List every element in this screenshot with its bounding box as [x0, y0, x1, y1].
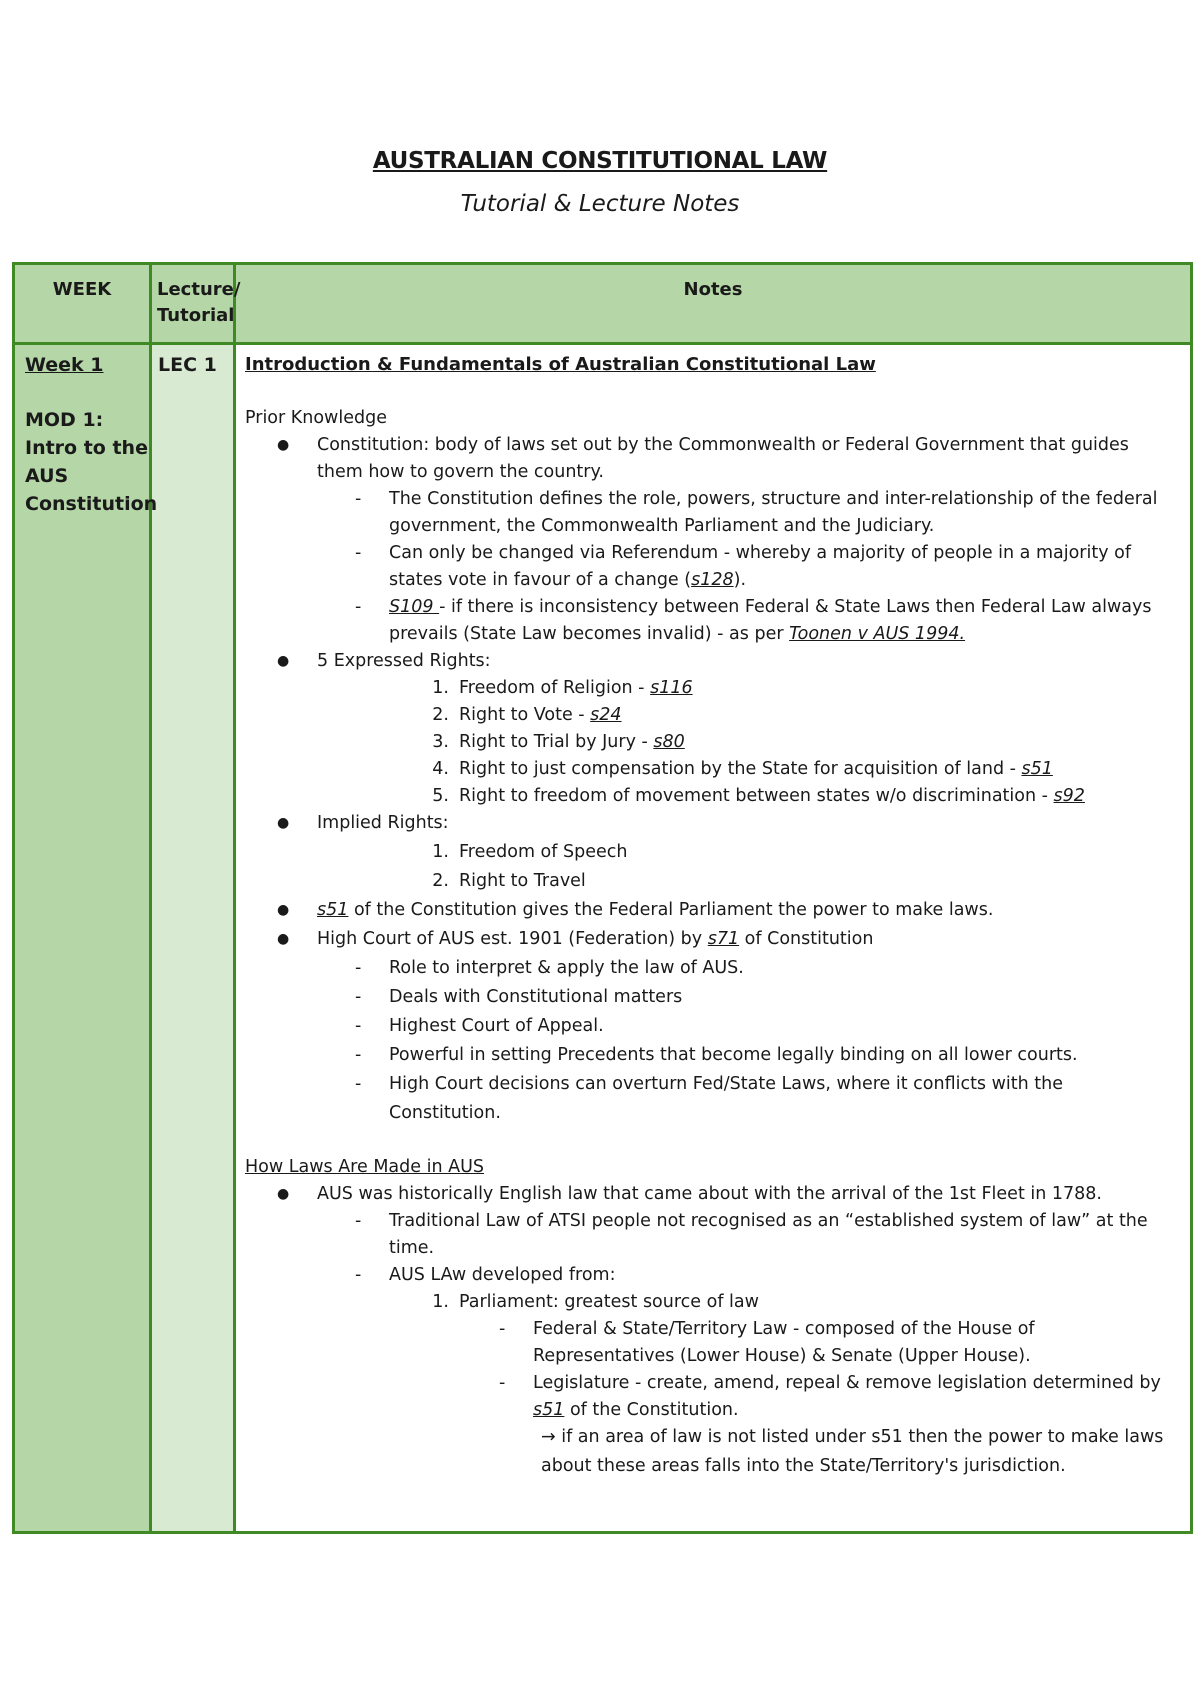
section-heading-text: Introduction & Fundamentals of Australian Constitutional Law: [245, 354, 876, 375]
section-reference: s51: [1021, 759, 1053, 779]
bullet-icon: ●: [277, 902, 290, 918]
section-reference: S109: [389, 597, 440, 617]
module-line: Constitution: [25, 493, 158, 515]
list-item-continued: prevails (State Law becomes invalid) - as per Toonen v AUS 1994.: [389, 624, 966, 644]
dash-icon: -: [355, 1074, 362, 1094]
list-item: - Role to interpret & apply the law of AUS.: [245, 955, 1190, 982]
section-reference: s24: [590, 705, 622, 725]
dash-icon: -: [355, 1211, 362, 1231]
list-item: ● High Court of AUS est. 1901 (Federation) by s71 of Constitution: [245, 926, 1190, 953]
section-reference: s116: [650, 678, 693, 698]
header-lecture-line2: Tutorial: [157, 305, 235, 326]
column-divider: [233, 265, 236, 1531]
numbered-item: 3. Right to Trial by Jury - s80: [432, 732, 685, 752]
dash-icon: -: [355, 597, 362, 617]
laws-title: How Laws Are Made in AUS: [245, 1157, 484, 1177]
dash-icon: -: [355, 1016, 362, 1036]
numbered-item: 1. Freedom of Religion - s116: [432, 678, 693, 698]
module-line: MOD 1:: [25, 409, 104, 431]
list-item: - Federal & State/Territory Law - composed of the House of: [245, 1316, 1190, 1343]
list-item-continued: Constitution.: [389, 1103, 501, 1123]
document-title: AUSTRALIAN CONSTITUTIONAL LAW: [372, 148, 828, 174]
section-reference: s128: [691, 570, 734, 590]
document-subtitle: Tutorial & Lecture Notes: [460, 191, 740, 217]
header-lecture-line1: Lecture/: [157, 279, 241, 300]
list-item: - S109 - if there is inconsistency between Federal & State Laws then Federal Law always: [245, 594, 1190, 621]
dash-icon: -: [355, 489, 362, 509]
section-heading: [245, 351, 1190, 378]
section-reference: s51: [533, 1400, 565, 1420]
prior-knowledge-title: Prior Knowledge: [245, 408, 387, 428]
list-item: - High Court decisions can overturn Fed/State Laws, where it conflicts with the: [245, 1071, 1190, 1098]
list-item: - Legislature - create, amend, repeal & remove legislation determined by: [245, 1370, 1190, 1397]
bullet-icon: ●: [277, 437, 290, 453]
bullet-icon: ●: [277, 1186, 290, 1202]
list-item-continued: s51 of the Constitution.: [533, 1400, 739, 1420]
arrow-note-continued: about these areas falls into the State/Territory's jurisdiction.: [541, 1456, 1066, 1476]
list-item: - Highest Court of Appeal.: [245, 1013, 1190, 1040]
section-reference: s71: [707, 929, 740, 949]
lecture-column: [152, 265, 236, 1531]
list-item: ● 5 Expressed Rights:: [245, 648, 1190, 675]
notes-table: [12, 262, 1193, 1534]
list-item: ● s51 of the Constitution gives the Federal Parliament the power to make laws.: [245, 897, 1190, 924]
list-item-continued: government, the Commonwealth Parliament and the Judiciary.: [389, 516, 935, 536]
numbered-item: 2. Right to Vote - s24: [432, 705, 622, 725]
arrow-note: → if an area of law is not listed under s51 then the power to make laws: [541, 1427, 1164, 1447]
session-label: LEC 1: [158, 354, 217, 376]
week-label: Week 1: [25, 354, 104, 376]
numbered-item: 4. Right to just compensation by the State for acquisition of land - s51: [432, 759, 1053, 779]
case-reference: Toonen v AUS 1994.: [789, 624, 966, 644]
header-lecture: [157, 277, 240, 329]
numbered-item: 1. Parliament: greatest source of law: [432, 1292, 759, 1312]
numbered-item: 2. Right to Travel: [432, 871, 586, 891]
numbered-item: 5. Right to freedom of movement between states w/o discrimination - s92: [432, 786, 1085, 806]
section-reference: s51: [317, 900, 349, 920]
dash-icon: -: [499, 1319, 506, 1339]
module-label: [25, 406, 157, 518]
list-item: - AUS LAw developed from:: [245, 1262, 1190, 1289]
module-line: AUS: [25, 465, 69, 487]
dash-icon: -: [355, 1265, 362, 1285]
list-item: - Can only be changed via Referendum - whereby a majority of people in a majority of: [245, 540, 1190, 567]
header-notes: Notes: [683, 279, 743, 300]
dash-icon: -: [355, 543, 362, 563]
dash-icon: -: [355, 1045, 362, 1065]
list-item: ● AUS was historically English law that came about with the arrival of the 1st Fleet in 1788.: [245, 1181, 1190, 1208]
header-week: WEEK: [52, 279, 112, 300]
list-item-continued: time.: [389, 1238, 435, 1258]
dash-icon: -: [355, 987, 362, 1007]
bullet-icon: ●: [277, 815, 290, 831]
list-item: - Traditional Law of ATSI people not recognised as an “established system of law” at the: [245, 1208, 1190, 1235]
list-item-continued: them how to govern the country.: [317, 462, 604, 482]
numbered-item: 1. Freedom of Speech: [432, 842, 628, 862]
bullet-icon: ●: [277, 653, 290, 669]
dash-icon: -: [355, 958, 362, 978]
list-item: ● Implied Rights:: [245, 810, 1190, 837]
list-item-continued: states vote in favour of a change (s128).: [389, 570, 747, 590]
list-item-continued: Representatives (Lower House) & Senate (Upper House).: [533, 1346, 1031, 1366]
bullet-icon: ●: [277, 931, 290, 947]
list-item: - The Constitution defines the role, powers, structure and inter-relationship of the federal: [245, 486, 1190, 513]
section-reference: s80: [653, 732, 685, 752]
list-item: ● Constitution: body of laws set out by the Commonwealth or Federal Government that guides: [245, 432, 1190, 459]
dash-icon: -: [499, 1373, 506, 1393]
list-item: - Powerful in setting Precedents that become legally binding on all lower courts.: [245, 1042, 1190, 1069]
notes-content: [245, 345, 1190, 1480]
list-item: - Deals with Constitutional matters: [245, 984, 1190, 1011]
section-reference: s92: [1053, 786, 1085, 806]
module-line: Intro to the: [25, 437, 148, 459]
